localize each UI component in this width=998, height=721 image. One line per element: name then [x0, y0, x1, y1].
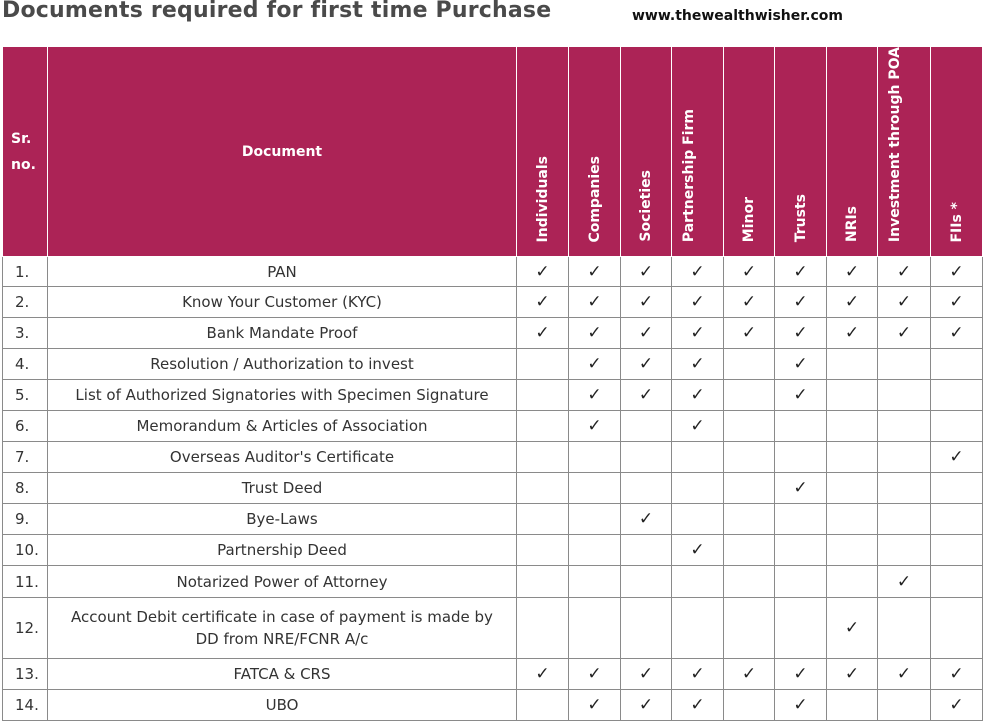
empty-cell [931, 504, 983, 535]
check-mark-icon: ✓ [775, 257, 827, 287]
check-mark-icon: ✓ [569, 349, 621, 380]
empty-cell [621, 473, 672, 504]
check-mark-icon: ✓ [621, 257, 672, 287]
document-name: Bank Mandate Proof [48, 318, 517, 349]
header-partnership-firm [672, 47, 724, 257]
check-mark-icon: ✓ [672, 349, 724, 380]
table-row [3, 473, 983, 504]
row-number: 10. [3, 535, 48, 566]
table-row [3, 598, 983, 659]
check-mark-icon: ✓ [672, 257, 724, 287]
row-number: 11. [3, 566, 48, 598]
empty-cell [621, 598, 672, 659]
empty-cell [517, 411, 569, 442]
check-mark-icon: ✓ [621, 504, 672, 535]
check-mark-icon: ✓ [931, 442, 983, 473]
empty-cell [621, 411, 672, 442]
empty-cell [931, 380, 983, 411]
empty-cell [827, 690, 878, 721]
document-name: Trust Deed [48, 473, 517, 504]
table-row [3, 690, 983, 721]
empty-cell [878, 442, 931, 473]
document-name: UBO [48, 690, 517, 721]
check-mark-icon: ✓ [569, 287, 621, 318]
header-label: Companies [586, 155, 603, 243]
empty-cell [931, 473, 983, 504]
check-mark-icon: ✓ [775, 473, 827, 504]
table-row [3, 287, 983, 318]
table-row [3, 504, 983, 535]
header-label: Individuals [534, 155, 551, 243]
check-mark-icon: ✓ [931, 659, 983, 690]
row-number: 2. [3, 287, 48, 318]
check-mark-icon: ✓ [621, 349, 672, 380]
header-srno: Sr. no. [3, 47, 48, 257]
check-mark-icon: ✓ [621, 690, 672, 721]
empty-cell [569, 598, 621, 659]
empty-cell [775, 411, 827, 442]
empty-cell [672, 598, 724, 659]
empty-cell [724, 598, 775, 659]
check-mark-icon: ✓ [517, 257, 569, 287]
document-name: Memorandum & Articles of Association [48, 411, 517, 442]
empty-cell [775, 442, 827, 473]
check-mark-icon: ✓ [672, 659, 724, 690]
empty-cell [724, 442, 775, 473]
empty-cell [827, 504, 878, 535]
table-row [3, 535, 983, 566]
row-number: 12. [3, 598, 48, 659]
row-number: 3. [3, 318, 48, 349]
empty-cell [569, 504, 621, 535]
header-fiis [931, 47, 983, 257]
header-label: Trusts [792, 193, 809, 243]
empty-cell [931, 535, 983, 566]
check-mark-icon: ✓ [775, 380, 827, 411]
empty-cell [621, 566, 672, 598]
check-mark-icon: ✓ [621, 318, 672, 349]
page-title: Documents required for first time Purchase [2, 0, 552, 23]
check-mark-icon: ✓ [827, 257, 878, 287]
document-name: PAN [48, 257, 517, 287]
empty-cell [827, 411, 878, 442]
check-mark-icon: ✓ [672, 380, 724, 411]
table-row [3, 318, 983, 349]
empty-cell [827, 349, 878, 380]
check-mark-icon: ✓ [931, 287, 983, 318]
empty-cell [878, 411, 931, 442]
empty-cell [569, 473, 621, 504]
document-name: Resolution / Authorization to invest [48, 349, 517, 380]
table-row [3, 411, 983, 442]
empty-cell [724, 566, 775, 598]
table-header-row [3, 47, 983, 257]
check-mark-icon: ✓ [878, 287, 931, 318]
empty-cell [517, 598, 569, 659]
document-name: FATCA & CRS [48, 659, 517, 690]
check-mark-icon: ✓ [517, 318, 569, 349]
check-mark-icon: ✓ [672, 535, 724, 566]
check-mark-icon: ✓ [672, 318, 724, 349]
empty-cell [878, 473, 931, 504]
check-mark-icon: ✓ [827, 659, 878, 690]
check-mark-icon: ✓ [775, 690, 827, 721]
document-name: Notarized Power of Attorney [48, 566, 517, 598]
header-label: NRIs [844, 206, 860, 243]
empty-cell [878, 690, 931, 721]
header-label: Investment through POA [887, 47, 903, 243]
check-mark-icon: ✓ [878, 257, 931, 287]
check-mark-icon: ✓ [569, 380, 621, 411]
check-mark-icon: ✓ [724, 257, 775, 287]
empty-cell [672, 566, 724, 598]
empty-cell [517, 473, 569, 504]
check-mark-icon: ✓ [931, 690, 983, 721]
document-name: Account Debit certificate in case of payment is made by DD from NRE/FCNR A/c [48, 598, 517, 659]
empty-cell [931, 349, 983, 380]
document-name: Bye-Laws [48, 504, 517, 535]
table-row [3, 659, 983, 690]
empty-cell [724, 690, 775, 721]
empty-cell [931, 411, 983, 442]
check-mark-icon: ✓ [775, 318, 827, 349]
row-number: 7. [3, 442, 48, 473]
documents-table [2, 46, 983, 721]
empty-cell [878, 380, 931, 411]
empty-cell [517, 690, 569, 721]
check-mark-icon: ✓ [827, 598, 878, 659]
check-mark-icon: ✓ [569, 690, 621, 721]
empty-cell [827, 442, 878, 473]
check-mark-icon: ✓ [621, 287, 672, 318]
table-row [3, 257, 983, 287]
table-row [3, 349, 983, 380]
row-number: 6. [3, 411, 48, 442]
empty-cell [672, 504, 724, 535]
empty-cell [724, 535, 775, 566]
check-mark-icon: ✓ [775, 349, 827, 380]
row-number: 9. [3, 504, 48, 535]
check-mark-icon: ✓ [724, 659, 775, 690]
empty-cell [724, 473, 775, 504]
row-number: 1. [3, 257, 48, 287]
check-mark-icon: ✓ [517, 659, 569, 690]
empty-cell [517, 380, 569, 411]
empty-cell [878, 504, 931, 535]
check-mark-icon: ✓ [827, 287, 878, 318]
empty-cell [621, 442, 672, 473]
empty-cell [724, 411, 775, 442]
check-mark-icon: ✓ [931, 257, 983, 287]
row-number: 13. [3, 659, 48, 690]
table-row [3, 442, 983, 473]
empty-cell [724, 504, 775, 535]
header-nris [827, 47, 878, 257]
document-name: Partnership Deed [48, 535, 517, 566]
header-label: Societies [638, 170, 654, 243]
empty-cell [775, 535, 827, 566]
check-mark-icon: ✓ [621, 659, 672, 690]
check-mark-icon: ✓ [517, 287, 569, 318]
empty-cell [775, 566, 827, 598]
header-trusts [775, 47, 827, 257]
empty-cell [517, 566, 569, 598]
header-societies [621, 47, 672, 257]
empty-cell [724, 349, 775, 380]
empty-cell [517, 349, 569, 380]
check-mark-icon: ✓ [775, 287, 827, 318]
row-number: 4. [3, 349, 48, 380]
row-number: 14. [3, 690, 48, 721]
header-companies [569, 47, 621, 257]
empty-cell [775, 504, 827, 535]
empty-cell [517, 442, 569, 473]
check-mark-icon: ✓ [827, 318, 878, 349]
check-mark-icon: ✓ [672, 287, 724, 318]
empty-cell [569, 566, 621, 598]
check-mark-icon: ✓ [878, 318, 931, 349]
empty-cell [827, 380, 878, 411]
header-label: Partnership Firm [680, 108, 697, 243]
empty-cell [672, 442, 724, 473]
header-label: FIIs * [948, 201, 965, 243]
check-mark-icon: ✓ [775, 659, 827, 690]
empty-cell [517, 504, 569, 535]
header-document: Document [48, 47, 517, 257]
check-mark-icon: ✓ [672, 411, 724, 442]
header-label: Minor [741, 196, 757, 243]
empty-cell [931, 598, 983, 659]
document-name: List of Authorized Signatories with Specimen Signature [48, 380, 517, 411]
empty-cell [878, 349, 931, 380]
header-investment-through-poa [878, 47, 931, 257]
empty-cell [827, 566, 878, 598]
table-row [3, 380, 983, 411]
website-url[interactable]: www.thewealthwisher.com [632, 8, 843, 24]
empty-cell [931, 566, 983, 598]
empty-cell [878, 535, 931, 566]
document-name: Overseas Auditor's Certificate [48, 442, 517, 473]
row-number: 8. [3, 473, 48, 504]
header-individuals [517, 47, 569, 257]
check-mark-icon: ✓ [569, 659, 621, 690]
header-minor [724, 47, 775, 257]
empty-cell [827, 473, 878, 504]
document-name: Know Your Customer (KYC) [48, 287, 517, 318]
empty-cell [672, 473, 724, 504]
check-mark-icon: ✓ [878, 566, 931, 598]
check-mark-icon: ✓ [724, 318, 775, 349]
empty-cell [827, 535, 878, 566]
check-mark-icon: ✓ [569, 411, 621, 442]
check-mark-icon: ✓ [878, 659, 931, 690]
empty-cell [878, 598, 931, 659]
empty-cell [621, 535, 672, 566]
check-mark-icon: ✓ [621, 380, 672, 411]
empty-cell [775, 598, 827, 659]
check-mark-icon: ✓ [569, 257, 621, 287]
empty-cell [517, 535, 569, 566]
empty-cell [569, 442, 621, 473]
check-mark-icon: ✓ [672, 690, 724, 721]
empty-cell [569, 535, 621, 566]
check-mark-icon: ✓ [569, 318, 621, 349]
empty-cell [724, 380, 775, 411]
check-mark-icon: ✓ [724, 287, 775, 318]
check-mark-icon: ✓ [931, 318, 983, 349]
table-row [3, 566, 983, 598]
row-number: 5. [3, 380, 48, 411]
